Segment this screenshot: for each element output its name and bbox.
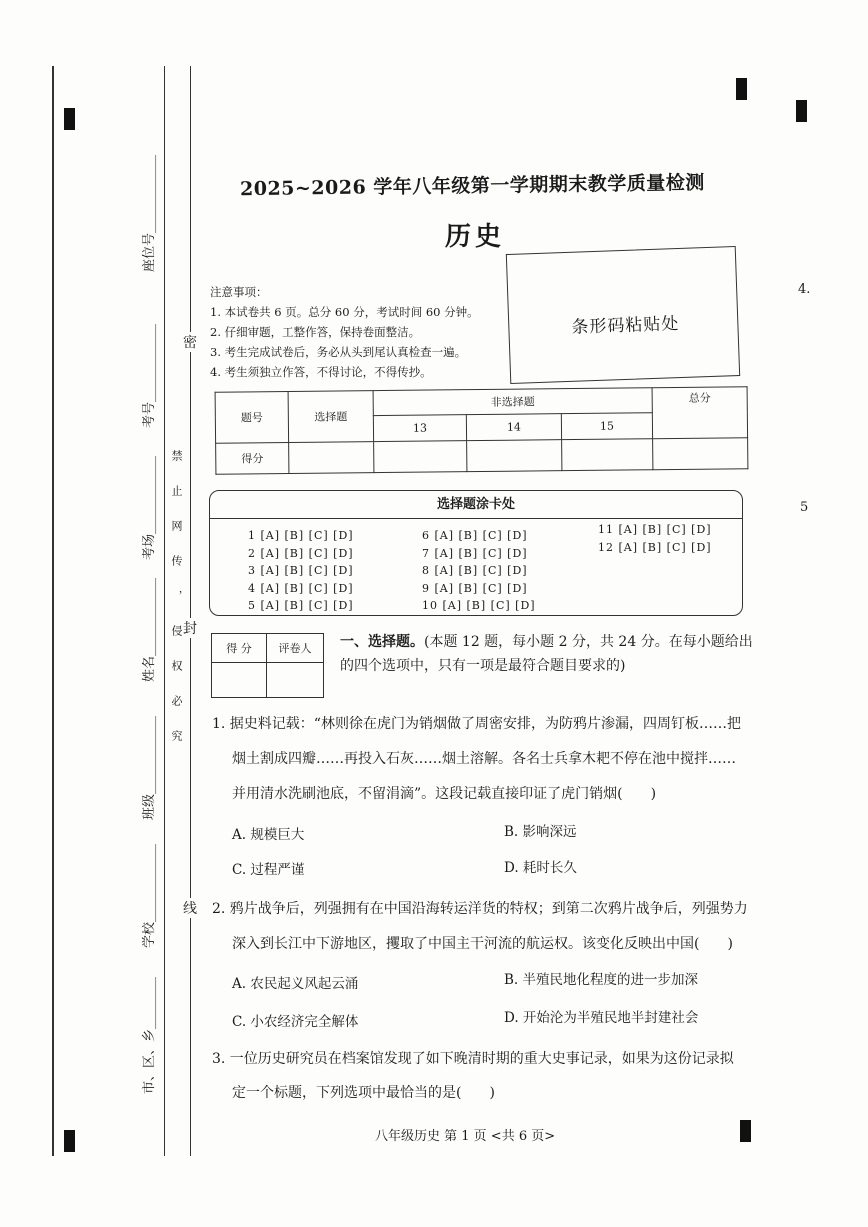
registration-mark — [740, 1120, 751, 1142]
barcode-area[interactable] — [506, 246, 740, 384]
answer-card-row-10[interactable]: 10 [A] [B] [C] [D] — [422, 599, 536, 612]
answer-card-row-5[interactable]: 5 [A] [B] [C] [D] — [248, 599, 354, 612]
choice-c[interactable]: C. 过程严谨 — [232, 862, 305, 878]
note-item: 3. 考生完成试卷后，务必从头到尾认真检查一遍。 — [210, 345, 467, 359]
question-line: 烟土割成四瓣……再投入石灰……烟土溶解。各名士兵拿木耙不停在池中搅拌…… — [232, 751, 736, 767]
question-line: 3. 一位历史研究员在档案馆发现了如下晚清时期的重大史事记录，如果为这份记录拟 — [212, 1051, 734, 1067]
answer-card-row-6[interactable]: 6 [A] [B] [C] [D] — [422, 529, 528, 542]
answer-card-row-2[interactable]: 2 [A] [B] [C] [D] — [248, 546, 354, 560]
subject-title: 历史 — [445, 222, 506, 252]
score-cell[interactable] — [289, 442, 374, 474]
seal-xian: 线 — [183, 898, 197, 918]
section-instructions: (本题 12 题，每小题 2 分，共 24 分。在每小题给出的四个选项中，只有一项是最符合题目要求的) — [340, 634, 753, 674]
binding-warning: 禁止网传，侵权必究 — [170, 450, 183, 765]
registration-mark — [796, 100, 807, 122]
choice-d[interactable]: D. 开始沦为半殖民地半封建社会 — [504, 1010, 699, 1026]
answer-card-title: 选择题涂卡处 — [210, 491, 742, 519]
grader-reviewer-cell[interactable] — [267, 663, 324, 698]
col-q15: 15 — [561, 413, 652, 440]
seal-feng: 封 — [183, 618, 197, 638]
page-footer: 八年级历史 第 1 页 <共 6 页> — [375, 1129, 556, 1144]
col-q13: 13 — [373, 415, 466, 442]
question-line: 定一个标题，下列选项中最恰当的是( ) — [232, 1085, 495, 1101]
class-field[interactable]: 班级____________ — [142, 715, 157, 820]
exam-notes — [210, 282, 479, 382]
answer-card — [209, 490, 743, 616]
grader-score-label: 得 分 — [212, 634, 267, 663]
binding-line — [190, 66, 191, 1156]
barcode-label: 条形码粘贴处 — [571, 314, 680, 338]
score-cell[interactable] — [562, 439, 653, 471]
row-score: 得分 — [216, 443, 289, 475]
col-choice: 选择题 — [288, 391, 374, 443]
choice-b[interactable]: B. 影响深远 — [504, 824, 577, 840]
grader-table — [211, 633, 324, 698]
registration-mark — [64, 108, 75, 130]
col-nonchoice: 非选择题 — [373, 388, 652, 416]
col-num: 题号 — [215, 392, 289, 444]
grader-reviewer-label: 评卷人 — [267, 634, 324, 663]
notes-heading: 注意事项： — [210, 285, 268, 299]
question-line: 1. 据史料记载：“林则徐在虎门为销烟做了周密安排，为防鸦片渗漏，四周钉板……把 — [212, 716, 741, 732]
registration-mark — [736, 78, 747, 100]
binding-line — [52, 66, 54, 1156]
binding-line — [164, 66, 165, 1156]
answer-card-row-8[interactable]: 8 [A] [B] [C] [D] — [422, 564, 528, 577]
seal-mi: 密 — [183, 332, 197, 352]
score-cell[interactable] — [467, 440, 562, 472]
answer-card-row-12[interactable]: 12 [A] [B] [C] [D] — [598, 540, 712, 554]
answer-card-row-11[interactable]: 11 [A] [B] [C] [D] — [598, 523, 712, 536]
section-heading — [340, 630, 760, 678]
edge-mark: 5 — [800, 500, 809, 515]
name-field[interactable]: 姓名____________ — [142, 577, 157, 682]
note-item: 2. 仔细审题，工整作答，保持卷面整洁。 — [210, 325, 421, 339]
col-total: 总分 — [652, 387, 748, 439]
choice-b[interactable]: B. 半殖民地化程度的进一步加深 — [504, 972, 699, 988]
score-cell[interactable] — [374, 441, 467, 473]
exam-no-field[interactable]: 考号____________ — [142, 323, 157, 428]
school-field[interactable]: 学校____________ — [142, 843, 157, 948]
col-q14: 14 — [466, 414, 561, 441]
note-item: 1. 本试卷共 6 页。总分 60 分，考试时间 60 分钟。 — [210, 305, 479, 319]
answer-card-row-4[interactable]: 4 [A] [B] [C] [D] — [248, 581, 354, 595]
question-line: 深入到长江中下游地区，攫取了中国主干河流的航运权。该变化反映出中国( ) — [232, 936, 733, 952]
district-field[interactable]: 市、区、乡________ — [142, 976, 157, 1094]
grader-score-cell[interactable] — [212, 663, 267, 698]
answer-card-row-9[interactable]: 9 [A] [B] [C] [D] — [422, 581, 528, 595]
choice-a[interactable]: A. 规模巨大 — [232, 827, 305, 843]
section-title: 一、选择题。 — [340, 634, 424, 650]
answer-card-row-7[interactable]: 7 [A] [B] [C] [D] — [422, 546, 528, 560]
edge-mark: 4. — [798, 282, 811, 297]
question-line: 并用清水洗刷池底，不留涓滴”。这段记载直接印证了虎门销烟( ) — [232, 786, 657, 802]
choice-a[interactable]: A. 农民起义风起云涌 — [232, 976, 359, 992]
answer-card-row-3[interactable]: 3 [A] [B] [C] [D] — [248, 564, 354, 577]
choice-d[interactable]: D. 耗时长久 — [504, 860, 577, 876]
exam-title: 2025~2026 学年八年级第一学期期末教学质量检测 — [239, 171, 705, 201]
score-cell[interactable] — [653, 438, 748, 470]
choice-c[interactable]: C. 小农经济完全解体 — [232, 1014, 359, 1030]
question-line: 2. 鸦片战争后，列强拥有在中国沿海转运洋货的特权；到第二次鸦片战争后，列强势力 — [212, 901, 748, 917]
registration-mark — [64, 1130, 75, 1152]
note-item: 4. 考生须独立作答，不得讨论，不得传抄。 — [210, 365, 432, 379]
seat-field[interactable]: 座位号____________ — [142, 154, 157, 272]
score-table — [215, 386, 749, 475]
answer-card-row-1[interactable]: 1 [A] [B] [C] [D] — [248, 529, 354, 542]
room-field[interactable]: 考场____________ — [142, 455, 157, 560]
